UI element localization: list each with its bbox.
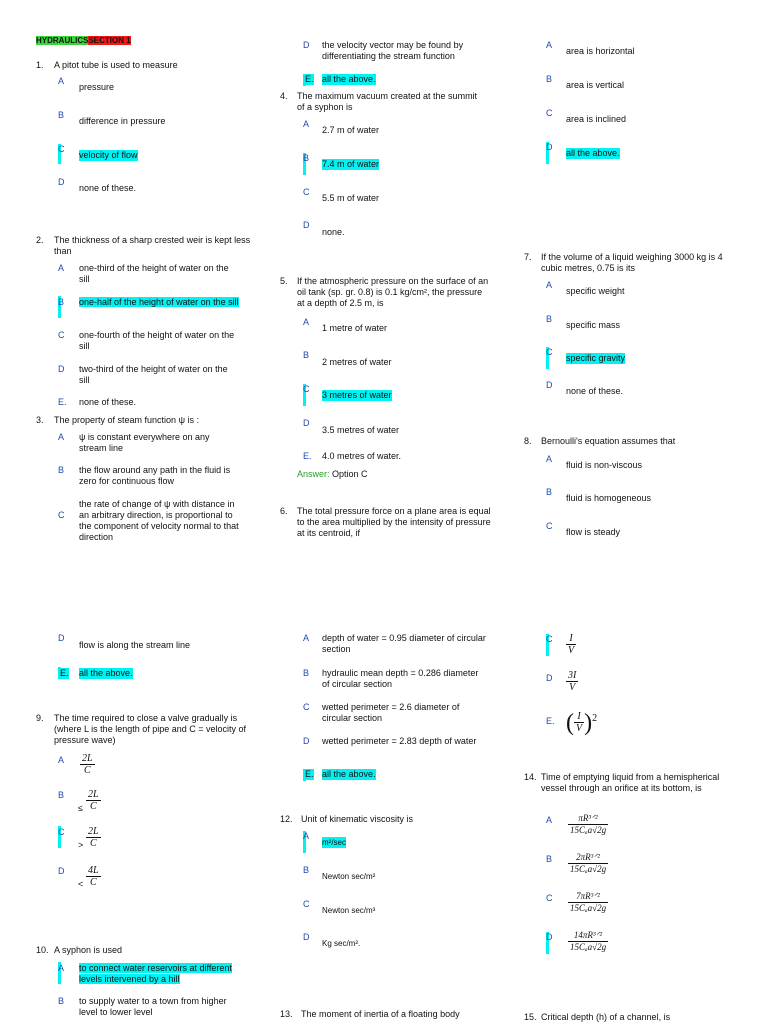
option-e[interactable]: all the above. xyxy=(322,74,376,84)
question-number: 7. xyxy=(524,252,532,262)
option-label: D xyxy=(303,932,310,942)
option-b[interactable]: area is vertical xyxy=(566,80,625,90)
option-d[interactable]: none of these. xyxy=(566,386,624,396)
option-d[interactable]: the velocity vector may be found by differentiating the stream function xyxy=(322,40,464,61)
option-label: D xyxy=(58,633,65,643)
option-label: B xyxy=(58,465,65,475)
option-d[interactable]: $\frac{4L}{C}$ xyxy=(88,865,99,888)
question-text: Unit of kinematic viscosity is xyxy=(301,814,414,824)
option-label: A xyxy=(303,119,310,129)
option-c[interactable]: velocity of flow xyxy=(79,150,138,160)
question-text: Bernoulli's equation assumes that xyxy=(541,436,676,446)
option-a[interactable]: area is horizontal xyxy=(566,46,635,56)
option-b[interactable]: 2πR³ᐟ² 15Cₐa√2g xyxy=(570,852,607,874)
option-label: D xyxy=(58,866,65,876)
option-label: B xyxy=(303,865,310,875)
option-label: E. xyxy=(546,716,555,726)
option-label: A xyxy=(58,76,65,86)
option-c[interactable]: 3 metres of water xyxy=(322,390,392,400)
option-label: C xyxy=(546,108,553,118)
option-label: C xyxy=(303,899,310,909)
option-label: E. xyxy=(305,74,314,84)
question-number: 9. xyxy=(36,713,44,723)
option-label: D xyxy=(546,142,553,152)
option-label: D xyxy=(546,932,553,942)
option-label: B xyxy=(58,790,65,800)
option-label: C xyxy=(58,330,65,340)
question-number: 5. xyxy=(280,276,288,286)
option-label: A xyxy=(58,963,65,973)
operator: > xyxy=(78,840,84,850)
option-label: C xyxy=(58,510,65,520)
option-a[interactable]: one-third of the height of water on the sill xyxy=(79,263,229,284)
option-label: A xyxy=(303,317,310,327)
option-label: C xyxy=(303,187,310,197)
option-b[interactable]: one-half of the height of water on the sill xyxy=(79,297,239,307)
question-text: The moment of inertia of a floating body xyxy=(301,1009,460,1019)
option-a[interactable]: fluid is non-viscous xyxy=(566,460,643,470)
option-label: C xyxy=(58,827,65,837)
option-b[interactable]: difference in pressure xyxy=(79,116,166,126)
question-number: 12. xyxy=(280,814,293,824)
option-label: B xyxy=(546,854,553,864)
question-number: 14. xyxy=(524,772,537,782)
option-label: B xyxy=(58,110,65,120)
option-c[interactable]: one-fourth of the height of water on the sill xyxy=(79,330,235,351)
option-b[interactable]: $\frac{2L}{C}$ xyxy=(88,789,99,812)
question-text: The total pressure force on a plane area is equal to the area multiplied by the intensity of pressure at its centroid, if xyxy=(297,506,491,538)
option-label: A xyxy=(58,755,65,765)
option-label: D xyxy=(303,736,310,746)
question-text: Time of emptying liquid from a hemispherical vessel through an orifice at its bottom, is xyxy=(541,772,720,793)
option-e[interactable]: 4.0 metres of water. xyxy=(322,451,402,461)
option-b[interactable]: Newton sec/m² xyxy=(322,872,376,881)
option-c[interactable]: 5.5 m of water xyxy=(322,193,380,203)
question-number: 1. xyxy=(36,60,44,70)
page-title: HYDRAULICSSECTION 1 xyxy=(36,36,131,45)
option-b[interactable]: the flow around any path in the fluid is zero for continuous flow xyxy=(79,465,231,486)
option-a[interactable]: depth of water = 0.95 diameter of circular section xyxy=(322,633,486,654)
option-label: E. xyxy=(303,451,312,461)
option-label: A xyxy=(303,633,310,643)
option-c[interactable]: 7πR³ᐟ² 15Cₐa√2g xyxy=(570,891,607,913)
option-b[interactable]: hydraulic mean depth = 0.286 diameter of circular section xyxy=(322,668,479,689)
option-label: C xyxy=(546,893,553,903)
question-number: 13. xyxy=(280,1009,293,1019)
option-label: C xyxy=(58,144,65,154)
option-a[interactable]: pressure xyxy=(79,82,115,92)
operator: < xyxy=(78,879,84,889)
option-d[interactable]: 14πR³ᐟ² 15Cₐa√2g xyxy=(570,930,607,952)
option-c[interactable]: $\frac{I}{V}$ xyxy=(568,633,575,656)
option-b[interactable]: specific mass xyxy=(566,320,621,330)
question-number: 10. xyxy=(36,945,49,955)
question-number: 3. xyxy=(36,415,44,425)
option-e[interactable]: none of these. xyxy=(79,397,137,407)
option-a[interactable]: specific weight xyxy=(566,286,625,296)
option-d[interactable]: $\frac{3I}{V}$ xyxy=(568,670,577,693)
option-label: B xyxy=(303,668,310,678)
option-label: B xyxy=(303,153,310,163)
option-a[interactable]: ψ is constant everywhere on any stream line xyxy=(79,432,210,453)
option-c[interactable]: flow is steady xyxy=(566,527,621,537)
option-label: D xyxy=(546,673,553,683)
option-label: A xyxy=(546,815,553,825)
option-label: B xyxy=(546,487,553,497)
question-number: 6. xyxy=(280,506,288,516)
option-label: B xyxy=(303,350,310,360)
operator: ≤ xyxy=(78,803,83,813)
option-e[interactable]: all the above. xyxy=(79,668,133,678)
option-c[interactable]: the rate of change of ψ with distance in an arbitrary direction, is proportional to the component of velocity normal to that direction xyxy=(79,499,239,542)
option-b[interactable]: fluid is homogeneous xyxy=(566,493,652,503)
answer-line: Answer: Option C xyxy=(297,469,368,479)
option-e[interactable]: ( $\frac{I}{V}$ )$^2$ xyxy=(566,710,598,736)
question-text: A syphon is used xyxy=(54,945,123,955)
question-text: If the volume of a liquid weighing 3000 kg is 4 cubic metres, 0.75 is its xyxy=(541,252,723,273)
option-label: D xyxy=(58,364,65,374)
option-label: D xyxy=(303,40,310,50)
option-label: C xyxy=(546,634,553,644)
option-label: E. xyxy=(305,769,314,779)
option-c[interactable]: wetted perimeter = 2.6 diameter of circular section xyxy=(322,702,460,723)
option-label: A xyxy=(58,432,65,442)
option-label: A xyxy=(546,40,553,50)
question-text: The maximum vacuum created at the summit of a syphon is xyxy=(297,91,478,112)
option-label: A xyxy=(546,454,553,464)
option-label: C xyxy=(303,384,310,394)
option-label: A xyxy=(303,831,310,841)
option-c[interactable]: Newton sec/m³ xyxy=(322,906,376,915)
question-text: The thickness of a sharp crested weir is kept less than xyxy=(54,235,251,256)
option-label: C xyxy=(546,521,553,531)
question-text: A pitot tube is used to measure xyxy=(54,60,178,70)
option-c[interactable]: area is inclined xyxy=(566,114,627,124)
option-label: D xyxy=(546,380,553,390)
option-label: D xyxy=(58,177,65,187)
question-text: The property of steam function ψ is : xyxy=(54,415,199,425)
option-label: A xyxy=(58,263,65,273)
option-d[interactable]: none of these. xyxy=(79,183,137,193)
option-a[interactable]: m²/sec xyxy=(322,838,346,847)
option-d[interactable]: two-third of the height of water on the sill xyxy=(79,364,228,385)
question-text: The time required to close a valve gradually is (where L is the length of pipe and C = velocity of pressure wave) xyxy=(54,713,247,745)
option-d[interactable]: none. xyxy=(322,227,345,237)
option-a[interactable]: $\frac{2L}{C}$ xyxy=(82,753,93,776)
question-number: 15. xyxy=(524,1012,537,1022)
option-d[interactable]: 3.5 metres of water xyxy=(322,425,400,435)
question-number: 4. xyxy=(280,91,288,101)
option-a[interactable]: 1 metre of water xyxy=(322,323,388,333)
option-label: B xyxy=(546,74,553,84)
option-label: C xyxy=(303,702,310,712)
option-a[interactable]: 2.7 m of water xyxy=(322,125,380,135)
option-label: B xyxy=(546,314,553,324)
option-label: A xyxy=(546,280,553,290)
option-b[interactable]: to supply water to a town from higher level to lower level xyxy=(79,996,227,1017)
question-text: If the atmospheric pressure on the surface of an oil tank (sp. gr. 0.8) is 0.1 kg/cm², the pressure at a depth of 2.5 m, is xyxy=(297,276,489,308)
question-text: Critical depth (h) of a channel, is xyxy=(541,1012,671,1022)
option-d[interactable]: wetted perimeter = 2.83 depth of water xyxy=(322,736,477,746)
option-label: D xyxy=(303,418,310,428)
option-b[interactable]: 7.4 m of water xyxy=(322,159,380,169)
question-number: 8. xyxy=(524,436,532,446)
question-number: 2. xyxy=(36,235,44,245)
option-e[interactable]: all the above. xyxy=(322,769,376,779)
option-label: D xyxy=(303,220,310,230)
option-b[interactable]: 2 metres of water xyxy=(322,357,392,367)
option-a[interactable]: πR³ᐟ² 15Cₐa√2g xyxy=(570,813,607,835)
option-label: E. xyxy=(58,397,67,407)
option-c[interactable]: specific gravity xyxy=(566,353,626,363)
option-c[interactable]: $\frac{2L}{C}$ xyxy=(88,826,99,849)
option-a[interactable]: to connect water reservoirs at different levels intervened by a hill xyxy=(79,963,232,984)
option-label: C xyxy=(546,347,553,357)
option-d[interactable]: all the above. xyxy=(566,148,620,158)
option-label: E. xyxy=(60,668,69,678)
option-d[interactable]: flow is along the stream line xyxy=(79,640,191,650)
option-label: B xyxy=(58,996,65,1006)
option-label: B xyxy=(58,297,65,307)
option-d[interactable]: Kg sec/m². xyxy=(322,939,361,948)
